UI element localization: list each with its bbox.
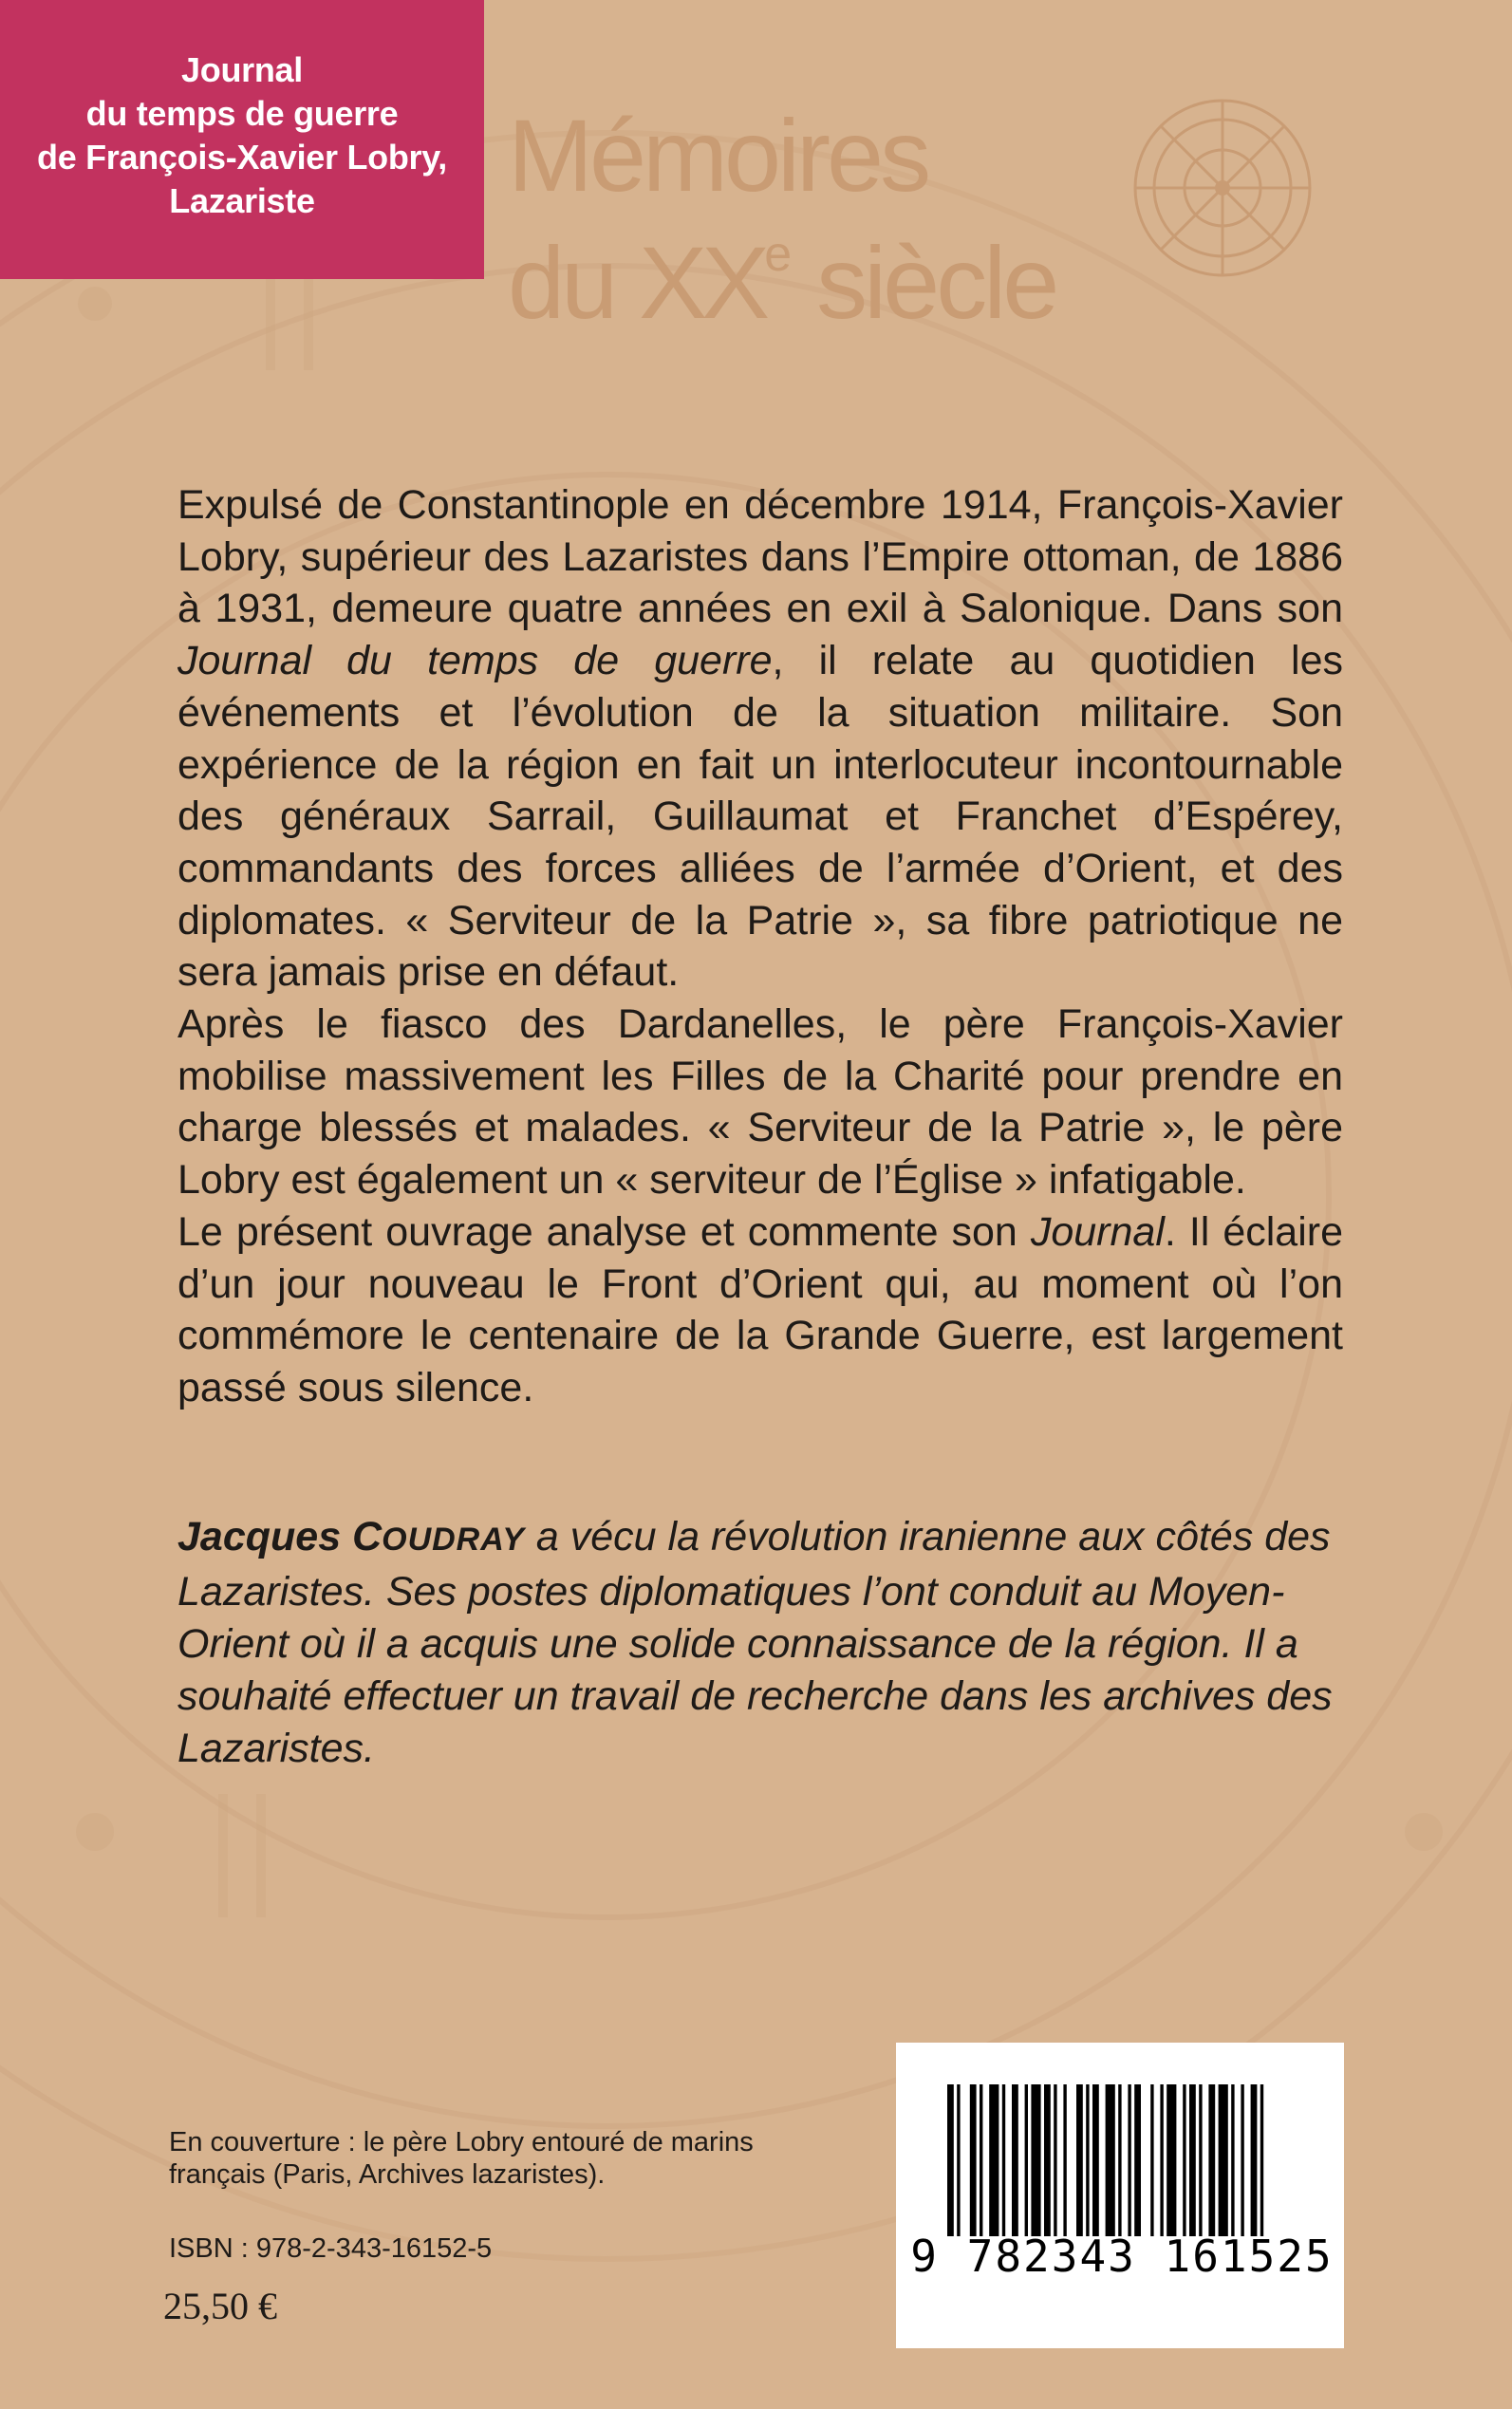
barcode-bar [1134,2084,1141,2236]
barcode-bar [1150,2084,1153,2236]
barcode-bar [957,2084,960,2236]
barcode-bar [970,2084,977,2236]
barcode-bar [1167,2084,1176,2236]
series-line-2 [508,197,1055,340]
title-line: du temps de guerre [85,94,399,133]
cover-credit: En couverture : le père Lobry entouré de marins français (Paris, Archives lazaristes). [169,2127,754,2190]
barcode-bar [1260,2084,1263,2236]
barcode-bar [980,2084,982,2236]
barcode-bar [1231,2084,1234,2236]
series-suffix: siècle [792,225,1056,340]
isbn: ISBN : 978-2-343-16152-5 [169,2233,493,2264]
author-bio-text: a vécu la révolution iranienne aux côtés des Lazaristes. Ses postes diplomatiques l’ont conduit au Moyen-Orient où il a acquis une solide connaissance de la région. Il a souhaité effectuer un travail de recherche dans les archives des Lazaristes. [177,1514,1333,1771]
blurb-paragraph-3 [177,1206,1343,1414]
title-line: Lazariste [169,181,315,220]
barcode-bar [1183,2084,1185,2236]
barcode-bar [1063,2084,1066,2236]
series-superscript: e [764,227,793,282]
barcode-bar [1208,2084,1215,2236]
barcode-bar [1076,2084,1083,2236]
title-line: Journal [181,50,303,89]
blurb-book-title: Journal [1030,1208,1165,1255]
barcode-bar [1219,2084,1228,2236]
series-roman: XX [639,225,765,340]
barcode-bar [1128,2084,1130,2236]
barcode-bar [1118,2084,1121,2236]
blurb-text: Expulsé de Constantinople en décembre 1914, François-Xavier Lobry, supérieur des Lazaristes dans l’Empire ottoman, de 1886 à 1931, demeure quatre années en exil à Salonique. Dans son [177,482,1343,632]
barcode-bar [1092,2084,1099,2236]
series-line-1: Mémoires [508,98,928,213]
barcode-bar [1031,2084,1040,2236]
barcode [896,2043,1344,2348]
barcode-bars [896,2043,1344,2348]
blurb-book-title: Journal du temps de guerre [177,638,773,684]
barcode-bar [1189,2084,1196,2236]
barcode-bar [1044,2084,1051,2236]
barcode-bar [1012,2084,1018,2236]
blurb-paragraph-1 [177,479,1343,999]
blurb-text: , il relate au quotidien les événements et l’évolution de la situation militaire. Son expérience de la région en fait un interlocuteur incontournable des généraux Sarrail, Guillaumat et Franchet d’Espérey, commandants des forces alliées de l’armée d’Orient, et des diplomates. « Serviteur de la Patrie », sa fibre patriotique ne sera jamais prise en défaut. [177,638,1344,996]
blurb-text: . Il éclaire d’un jour nouveau le Front d’Orient qui, au moment où l’on commémore le centenaire de la Grande Guerre, est largement passé sous silence. [177,1208,1344,1410]
author-bio [177,1511,1343,1775]
author-last-initial: C [352,1514,383,1559]
blurb-text: Le présent ouvrage analyse et commente son [177,1208,1031,1255]
barcode-bar [1199,2084,1202,2236]
blurb [177,479,1343,1414]
title-line: de François-Xavier Lobry, [37,138,447,177]
price: 25,50 € [163,2285,277,2327]
barcode-bar [1054,2084,1056,2236]
author-first-name: Jacques [177,1514,342,1559]
barcode-bar [1002,2084,1005,2236]
barcode-bar [1106,2084,1115,2236]
barcode-bar [1241,2084,1243,2236]
clock-icon [1128,93,1317,283]
barcode-bar [1086,2084,1089,2236]
barcode-bar [1251,2084,1258,2236]
barcode-bar [947,2084,954,2236]
blurb-paragraph-2: Après le fiasco des Dardanelles, le père François-Xavier mobilise massivement les Filles de la Charité pour prendre en charge blessés et malades. « Serviteur de la Patrie », le père Lobry est également un « serviteur de l’Église » infatigable. [177,1001,1343,1204]
series-prefix: du [508,225,640,340]
barcode-bar [989,2084,999,2236]
title-box [0,0,484,279]
author-last-rest: OUDRAY [382,1522,525,1558]
barcode-digits: 9 782343 161525 [910,2231,1334,2282]
barcode-bar [1160,2084,1163,2236]
barcode-bar [1025,2084,1028,2236]
